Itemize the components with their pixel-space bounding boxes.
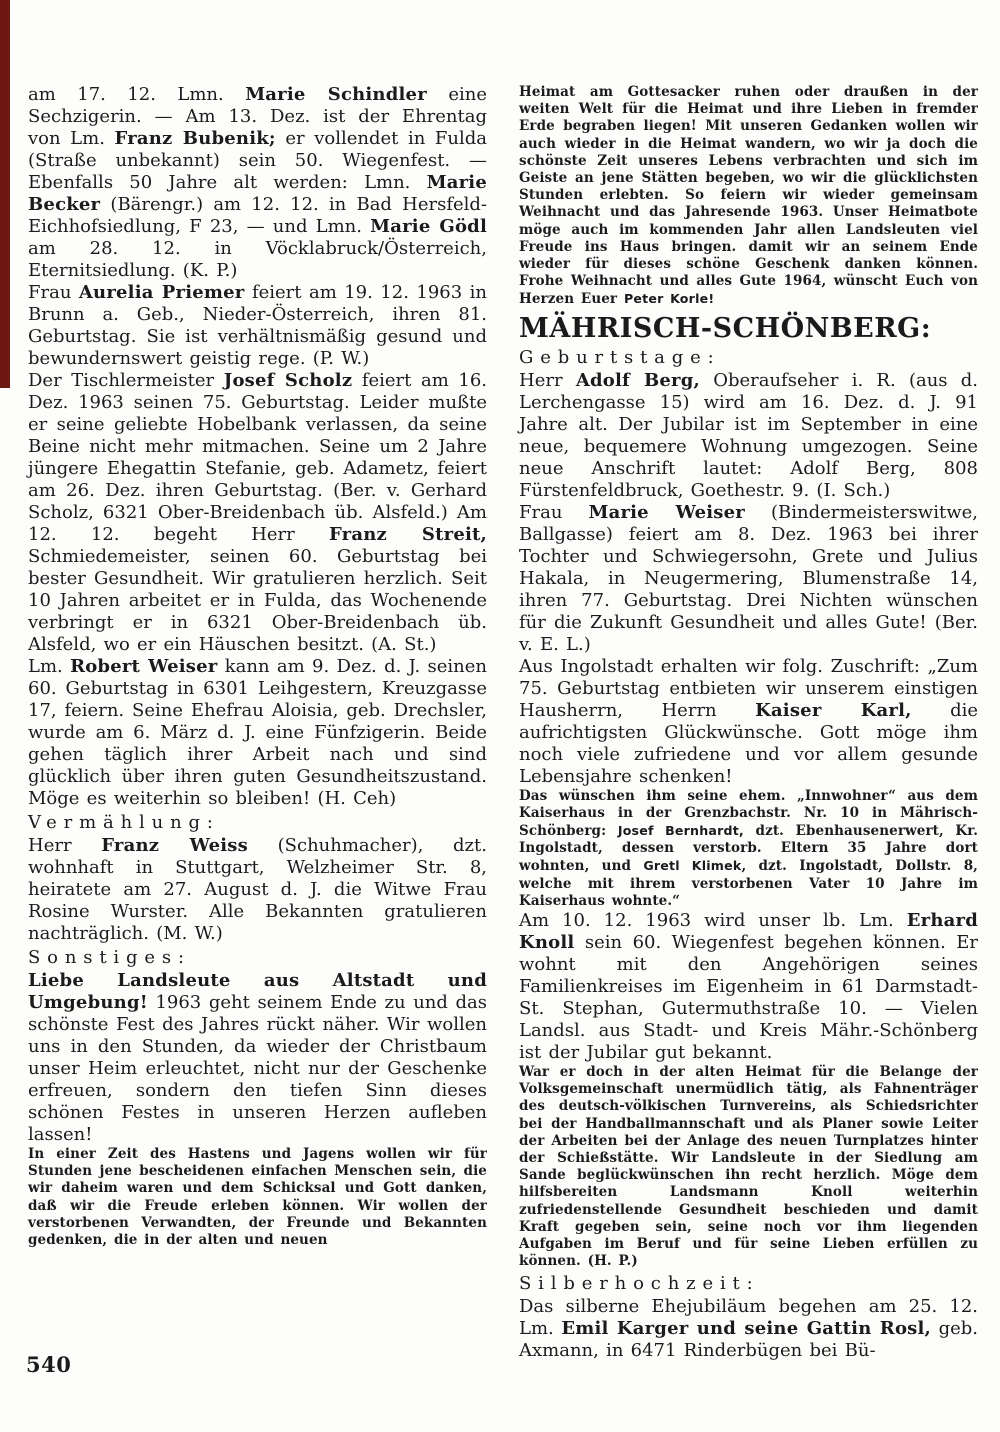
text-segment: 1963 geht seinem Ende zu und das schönste Fest des Jahres rückt näher. Wir wollen uns in den Stunden, da wieder der Christbaum unser Heim erleuchtet, nicht nur der Geschenke erfreuen, sondern den tiefen Sinn dieses schönen Festes in unseren Herzen aufleben lassen!: [28, 992, 487, 1145]
subsection-heading: Geburtstage:: [519, 346, 721, 368]
paragraph: [28, 835, 487, 945]
text-segment: kann am 9. Dez. d. J. seinen 60. Geburtstag in 6301 Leihgestern, Kreuzgasse 17, feiern. Seine Ehefrau Aloisia, geb. Drechsler, wurde am 6. März d. J. eine Fünfzigerin. Beide gehen täglich ihrer Arbeit nach und sind glücklich über ihren guten Gesundheitszustand. Möge es weiterhin so bleiben! (H. Ceh): [28, 656, 487, 809]
text-segment: geb. Axmann, in 6471 Rinderbügen bei Bü-: [519, 1317, 979, 1361]
text-segment: Heimat am Gottesacker ruhen oder draußen in der weiten Welt für die Heimat und ihre Lieben in fremder Erde begraben liegen! Mit unseren Gedanken wollen wir auch wieder in die Heimat wandern, wo wir ja doch die schönste Zeit unseres Lebens verbrachten und sich im Geiste an jene Stätten begeben, wo wir die glücklichsten Stunden erlebten. So feiern wir wieder gemeinsam Weihnacht und das Jahresende 1963. Unser Heimatbote möge auch im kommenden Jahr allen Landsleuten viel Freude ins Haus bringen. damit wir an seinem Ende wieder für dieses schöne Geschenk danken können. Frohe Weihnacht und alles Gute 1964, wünscht Euch von Herzen Euer: [519, 84, 978, 308]
paragraph: [519, 788, 978, 910]
paragraph: [519, 370, 978, 502]
text-segment: sein 60. Wiegenfest begehen können. Er wohnt mit den Angehörigen seines Familienkreises im Eigenheim in 61 Darmstadt-St. Stephan, Gutermuthstraße 10. — Vielen Landsl. aus Stadt- und Kreis Mähr.-Schönberg ist der Jubilar gut bekannt.: [519, 932, 978, 1064]
text-segment: (Schuhmacher), dzt. wohnhaft in Stuttgart, Welzheimer Str. 8, heiratete am 27. August d. J. die Witwe Frau Rosine Wurster. Alle Bekannten gratulieren nachträglich. (M. W.): [28, 835, 487, 944]
bold-name-text: Peter Korle!: [623, 291, 715, 307]
text-segment: Oberaufseher i. R. (aus d. Lerchengasse 15) wird am 16. Dez. d. J. 91 Jahre alt. Der Jubilar ist im September in eine neue, bequemere Wohnung umgezogen. Seine neue Anschrift lautet: Adolf Berg, 808 Fürstenfeldbruck, Goethestr. 9. (I. Sch.): [519, 369, 979, 501]
bold-name-text: Adolf Berg,: [575, 369, 700, 391]
paragraph: [519, 1064, 978, 1270]
bold-name-text: Josef Bernhardt,: [617, 823, 744, 839]
bold-name-text: Erhard Knoll: [519, 910, 978, 954]
text-segment: er vollendet in Fulda (Straße unbekannt) sein 50. Wiegenfest. — Ebenfalls 50 Jahre alt werden: Lmn.: [28, 128, 487, 193]
text-segment: , dzt. Ingolstadt, Dollstr. 8, welche mit ihrem verstorbenen Vater 10 Jahre im Kaiserhaus wohnte.“: [519, 858, 978, 909]
text-segment: In einer Zeit des Hastens und Jagens wollen wir für Stunden jene bescheidenen einfachen Menschen sein, die wir daheim waren und dem Schicksal und Gott danken, daß wir die Freude erleben können. Wir wollen der verstorbenen Verwandten, der Freunde und Bekannten gedenken, die in der alten und neuen: [28, 1146, 487, 1249]
text-segment: feiert am 16. Dez. 1963 seinen 75. Geburtstag. Leider mußte er seine geliebte Hobelbank verlassen, da seine Beine nicht mehr mitmachen. Seine um 2 Jahre jüngere Ehegattin Stefanie, geb. Adametz, feiert am 26. Dez. ihren Geburtstag. (Ber. v. Gerhard Scholz, 6321 Ober-Breidenbach üb. Alsfeld.) Am 12. 12. begeht Herr: [28, 370, 487, 545]
bold-name-text: Marie Becker: [28, 172, 487, 215]
text-segment: eine Sechzigerin. — Am 13. Dez. ist der Ehrentag von Lm.: [28, 84, 487, 149]
paragraph: [519, 1296, 978, 1362]
paragraph: [519, 910, 978, 1064]
text-segment: dzt. Ebenhausenerwert, Kr. Ingolstadt, dessen verstorb. Eltern 35 Jahre dort wohnten, und: [519, 823, 979, 875]
bold-name-text: Aurelia Priemer: [78, 282, 245, 303]
text-segment: (Bärengr.) am 12. 12. in Bad Hersfeld-Eichhofsiedlung, F 23, — und Lmn.: [28, 194, 487, 237]
text-segment: Der Tischlermeister: [28, 370, 224, 391]
bold-name-text: Franz Weiss: [101, 835, 248, 856]
paragraph: [28, 370, 487, 656]
bold-name-text: Franz Streit,: [329, 524, 488, 545]
left-edge-red-bar: [0, 0, 10, 388]
paragraph: [519, 502, 978, 656]
text-segment: Herr: [519, 369, 576, 391]
text-segment: Das silberne Ehejubiläum begehen am 25. 12. Lm.: [519, 1295, 978, 1339]
bold-name-text: Marie Schindler: [245, 84, 427, 105]
text-segment: Das wünschen ihm seine ehem. „Innwohner“ aus dem Kaiserhaus in der Grenzbachstr. Nr. 10 in Mährisch-Schönberg:: [519, 787, 978, 840]
paragraph: [28, 282, 487, 370]
bold-name-text: Kaiser Karl,: [755, 699, 912, 721]
text-segment: am 17. 12. Lmn.: [28, 84, 246, 105]
bold-name-text: Liebe Landsleute aus Altstadt und Umgebung!: [28, 970, 487, 1013]
paragraph: [28, 84, 487, 282]
text-segment: Schmiedemeister, seinen 60. Geburtstag bei bester Gesundheit. Wir gratulieren herzlich. Seit 10 Jahren arbeitet er in Fulda, das Wochenende verbringt er in 6321 Ober-Breidenbach üb. Alsfeld, wo er ein Häuschen besitzt. (A. St.): [28, 546, 487, 655]
text-segment: (Bindermeisterswitwe, Ballgasse) feiert am 8. Dez. 1963 bei ihrer Tochter und Schwiegersohn, Grete und Julius Hakala, in Neugermering, Blumenstraße 14, ihren 77. Geburtstag. Drei Nichten wünschen für die Zukunft Gesundheit und alles Gute! (Ber. v. E. L.): [519, 501, 978, 655]
text-segment: die aufrichtigsten Glückwünsche. Gott möge ihm noch viele zufriedene und vor allem gesunde Lebensjahre schenken!: [519, 699, 978, 787]
left-column: [28, 84, 487, 1362]
section-heading: MÄHRISCH-SCHÖNBERG:: [519, 312, 932, 344]
text-segment: War er doch in der alten Heimat für die Belange der Volksgemeinschaft unermüdlich tätig, als Fahnenträger des deutsch-völkischen Turnvereins, als Schiedsrichter bei der Handballmannschaft und als Planer sowie Leiter der Arbeiten bei der Anlage des neuen Turnplatzes hinter der Schießstätte. Wir Landsleute in der Siedlung am Sande beglückwünschen ihn recht herzlich. Möge dem hilfsbereiten Landsmann Knoll weiterhin zufriedenstellende Gesundheit beschieden und damit Kraft gegeben sein, seine noch vor ihm liegenden Aufgaben im Beruf und für seine Lieben erfüllen zu können. (H. P.): [519, 1064, 978, 1270]
bold-name-text: Gretl Klimek: [643, 858, 742, 874]
page-number: 540: [26, 1352, 72, 1377]
text-segment: Herr: [28, 835, 102, 856]
bold-name-text: Robert Weiser: [70, 656, 218, 677]
bold-name-text: Franz Bubenik;: [114, 128, 276, 149]
subsection-heading: Sonstiges:: [28, 947, 191, 968]
bold-name-text: Marie Weiser: [588, 501, 745, 523]
text-segment: Am 10. 12. 1963 wird unser lb. Lm.: [519, 910, 907, 932]
newspaper-page-body: [28, 84, 978, 1362]
paragraph: [28, 970, 487, 1146]
bold-name-text: Marie Gödl: [370, 216, 487, 237]
text-segment: Aus Ingolstadt erhalten wir folg. Zuschrift: „Zum 75. Geburtstag entbieten wir unserem einstigen Hausherrn, Herrn: [519, 655, 978, 721]
paragraph: [519, 84, 978, 309]
text-segment: Frau: [519, 501, 589, 523]
paragraph: [519, 656, 978, 788]
right-column: [519, 84, 978, 1362]
subsection-heading: Silberhochzeit:: [519, 1272, 760, 1294]
bold-name-text: Josef Scholz: [223, 370, 353, 391]
paragraph: [28, 656, 487, 810]
subsection-heading: Vermählung:: [28, 812, 220, 833]
text-segment: feiert am 19. 12. 1963 in Brunn a. Geb., Nieder-Österreich, ihren 81. Geburtstag. Sie ist verhältnismäßig gesund und bewundernswert geistig rege. (P. W.): [28, 282, 487, 369]
text-segment: Frau: [28, 282, 79, 303]
bold-name-text: Emil Karger und seine Gattin Rosl,: [561, 1317, 932, 1339]
text-segment: am 28. 12. in Vöcklabruck/Österreich, Eternitsiedlung. (K. P.): [28, 238, 487, 281]
paragraph: [28, 1146, 487, 1249]
text-segment: Lm.: [28, 656, 71, 677]
